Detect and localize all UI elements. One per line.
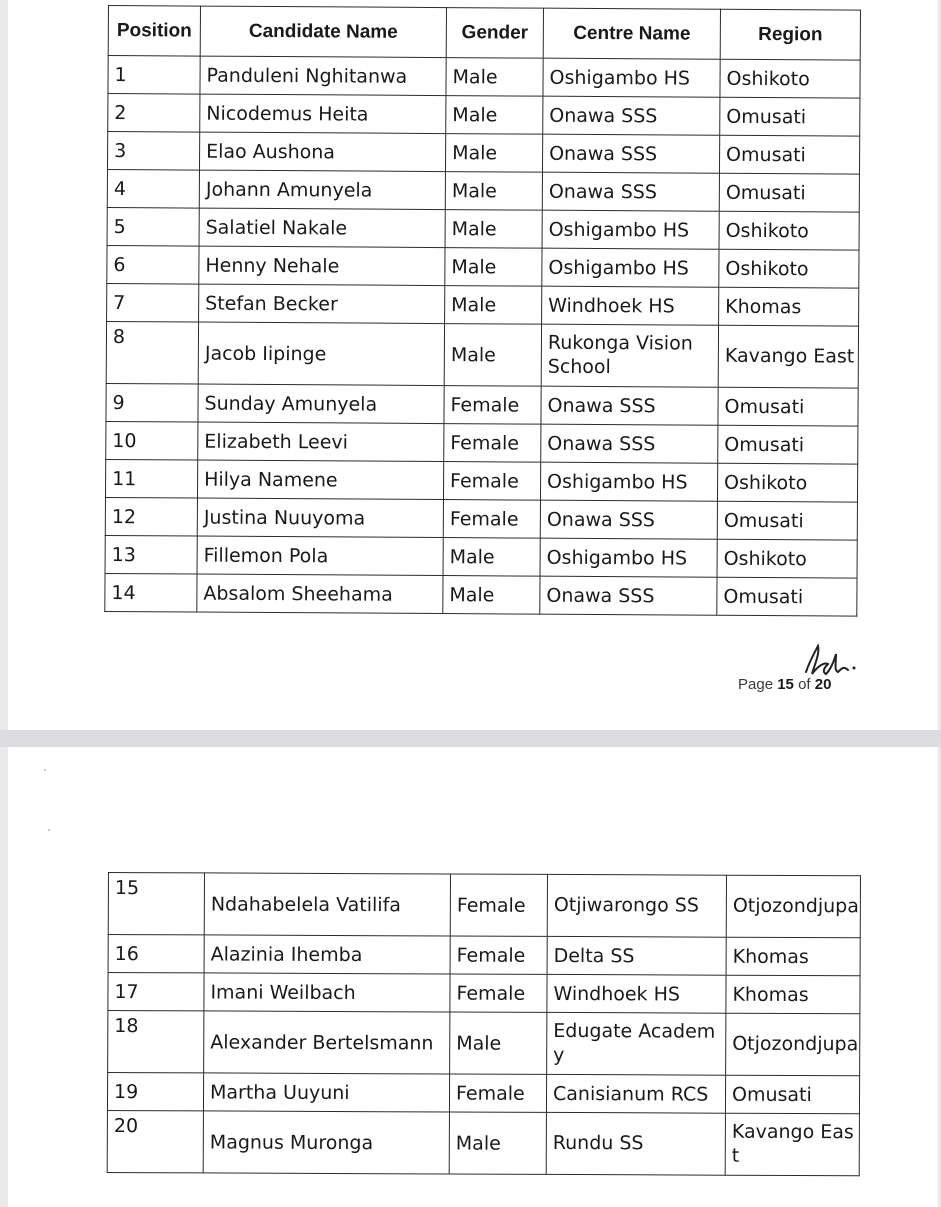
centre-name-cell: Onawa SSS: [542, 172, 719, 211]
region-cell: Khomas: [726, 975, 860, 1014]
document-page-16: [8, 747, 938, 1207]
gender-cell: Female: [450, 974, 547, 1012]
region-cell: Otjozondjupa: [726, 875, 860, 938]
candidate-name-cell: Salatiel Nakale: [199, 208, 445, 248]
candidate-name-cell: Imani Weilbach: [204, 973, 450, 1012]
table-row: [107, 1110, 859, 1175]
table-header-row: [108, 6, 860, 61]
gender-cell: Male: [445, 172, 542, 211]
candidate-name-cell: Johann Amunyela: [199, 170, 445, 210]
region-cell: Oshikoto: [719, 211, 859, 250]
gender-cell: Female: [450, 874, 547, 936]
page-current: 15: [777, 676, 794, 693]
region-cell: Kavango East: [718, 325, 858, 388]
candidate-name-cell: Panduleni Nghitanwa: [200, 56, 446, 96]
centre-name-cell: Edugate Academy: [547, 1012, 726, 1075]
signature-initials: [798, 640, 858, 680]
position-cell: 9: [106, 383, 198, 422]
candidates-table-part-2: [107, 872, 861, 1176]
table-row: [108, 935, 860, 976]
gender-cell: Female: [444, 424, 541, 463]
centre-name-cell: Oshigambo HS: [542, 248, 719, 287]
region-cell: Omusati: [717, 501, 857, 540]
gender-cell: Male: [446, 58, 543, 97]
scan-speck: [44, 769, 46, 771]
page-total: 20: [814, 676, 832, 693]
region-cell: Khomas: [726, 937, 860, 976]
table-row: [107, 169, 859, 212]
position-cell: 14: [105, 573, 197, 612]
centre-name-cell: Windhoek HS: [542, 286, 719, 325]
position-cell: 10: [106, 421, 198, 460]
candidate-name-cell: Hilya Namene: [197, 460, 443, 500]
region-cell: Omusati: [725, 1075, 859, 1114]
of-word: of: [798, 676, 811, 693]
position-cell: 5: [107, 207, 199, 246]
header-position: Position: [108, 6, 200, 57]
table-row: [106, 321, 858, 388]
position-cell: 12: [105, 497, 197, 536]
region-cell: Otjozondjupa: [726, 1013, 860, 1076]
centre-name-cell: Onawa SSS: [541, 386, 718, 425]
table-row: [105, 573, 857, 616]
position-cell: 7: [107, 283, 199, 322]
candidate-name-cell: Nicodemus Heita: [200, 94, 446, 134]
table-row: [108, 56, 860, 99]
region-cell: Oshikoto: [717, 463, 857, 502]
position-cell: 17: [108, 973, 204, 1011]
header-centre-name: Centre Name: [543, 8, 720, 59]
centre-name-cell: Oshigambo HS: [543, 58, 720, 97]
header-region: Region: [720, 9, 860, 60]
region-cell: Oshikoto: [720, 59, 860, 98]
region-cell: Oshikoto: [719, 249, 859, 288]
position-cell: 16: [108, 935, 204, 973]
region-cell: Omusati: [719, 135, 859, 174]
gender-cell: Male: [445, 286, 542, 325]
table-row: [107, 132, 859, 175]
position-cell: 18: [108, 1011, 204, 1073]
centre-name-cell: Oshigambo HS: [542, 210, 719, 249]
table-row: [107, 245, 859, 288]
position-cell: 15: [108, 873, 204, 935]
candidate-name-cell: Stefan Becker: [199, 284, 445, 324]
candidate-name-cell: Alazinia Ihemba: [204, 935, 450, 974]
gender-cell: Female: [444, 386, 541, 425]
gender-cell: Female: [449, 1074, 546, 1112]
centre-name-cell: Onawa SSS: [541, 424, 718, 463]
table-row: [108, 1011, 860, 1076]
table-row: [108, 873, 860, 938]
page-number: [738, 676, 831, 693]
candidate-name-cell: Alexander Bertelsmann: [204, 1011, 450, 1074]
position-cell: 8: [106, 321, 198, 384]
gender-cell: Male: [445, 134, 542, 173]
region-cell: Kavango East: [725, 1113, 859, 1176]
candidate-name-cell: Fillemon Pola: [197, 536, 443, 576]
gender-cell: Female: [443, 462, 540, 501]
table-body-part-2: [107, 873, 860, 1176]
centre-name-cell: Onawa SSS: [542, 134, 719, 173]
position-cell: 11: [105, 459, 197, 498]
table-row: [107, 207, 859, 250]
gender-cell: Male: [444, 324, 541, 387]
gender-cell: Male: [450, 1012, 547, 1074]
table-row: [106, 421, 858, 464]
centre-name-cell: Windhoek HS: [547, 974, 726, 1013]
candidates-table-part-1: [104, 5, 861, 617]
position-cell: 20: [107, 1110, 203, 1172]
position-cell: 6: [107, 245, 199, 284]
gender-cell: Female: [443, 500, 540, 539]
candidate-name-cell: Martha Uuyuni: [203, 1073, 449, 1112]
centre-name-cell: Otjiwarongo SS: [547, 874, 726, 937]
centre-name-cell: Onawa SSS: [543, 96, 720, 135]
table-row: [107, 283, 859, 326]
candidate-name-cell: Absalom Sheehama: [197, 574, 443, 614]
candidate-name-cell: Justina Nuuyoma: [197, 498, 443, 538]
candidate-name-cell: Jacob Iipinge: [198, 322, 444, 386]
region-cell: Omusati: [718, 425, 858, 464]
candidate-name-cell: Ndahabelela Vatilifa: [204, 873, 450, 936]
gender-cell: Male: [443, 538, 540, 577]
table-row: [105, 459, 857, 502]
position-cell: 4: [107, 169, 199, 208]
region-cell: Khomas: [719, 287, 859, 326]
centre-name-cell: Oshigambo HS: [540, 538, 717, 577]
table-row: [108, 94, 860, 137]
candidate-name-cell: Elizabeth Leevi: [198, 422, 444, 462]
table-row: [107, 1073, 859, 1114]
gender-cell: Male: [445, 210, 542, 249]
centre-name-cell: Oshigambo HS: [540, 462, 717, 501]
region-cell: Omusati: [718, 387, 858, 426]
gender-cell: Male: [446, 96, 543, 135]
centre-name-cell: Onawa SSS: [540, 500, 717, 539]
centre-name-cell: Canisianum RCS: [546, 1074, 725, 1113]
header-gender: Gender: [446, 8, 543, 59]
gender-cell: Female: [450, 936, 547, 974]
candidate-name-cell: Sunday Amunyela: [198, 384, 444, 424]
gender-cell: Male: [445, 248, 542, 287]
centre-name-cell: Delta SS: [547, 936, 726, 975]
candidate-name-cell: Elao Aushona: [199, 132, 445, 172]
position-cell: 3: [107, 132, 199, 171]
position-cell: 2: [108, 94, 200, 133]
candidate-name-cell: Magnus Muronga: [203, 1111, 449, 1174]
region-cell: Omusati: [720, 97, 860, 136]
page-word: Page: [738, 676, 774, 693]
region-cell: Omusati: [717, 577, 857, 616]
region-cell: Omusati: [719, 173, 859, 212]
position-cell: 19: [107, 1073, 203, 1111]
position-cell: 13: [105, 535, 197, 574]
header-candidate-name: Candidate Name: [200, 6, 446, 58]
document-page-15: [8, 0, 938, 730]
page-gap: [0, 730, 941, 747]
gender-cell: Male: [449, 1112, 546, 1174]
centre-name-cell: Onawa SSS: [540, 576, 717, 615]
table-row: [106, 383, 858, 426]
position-cell: 1: [108, 56, 200, 95]
table-row: [108, 973, 860, 1014]
centre-name-cell: Rukonga Vision School: [541, 324, 718, 387]
region-cell: Oshikoto: [717, 539, 857, 578]
scan-speck: [48, 829, 50, 831]
centre-name-cell: Rundu SS: [546, 1112, 725, 1175]
table-row: [105, 497, 857, 540]
gender-cell: Male: [443, 576, 540, 615]
candidate-name-cell: Henny Nehale: [199, 246, 445, 286]
table-row: [105, 535, 857, 578]
table-body-part-1: [105, 56, 860, 617]
